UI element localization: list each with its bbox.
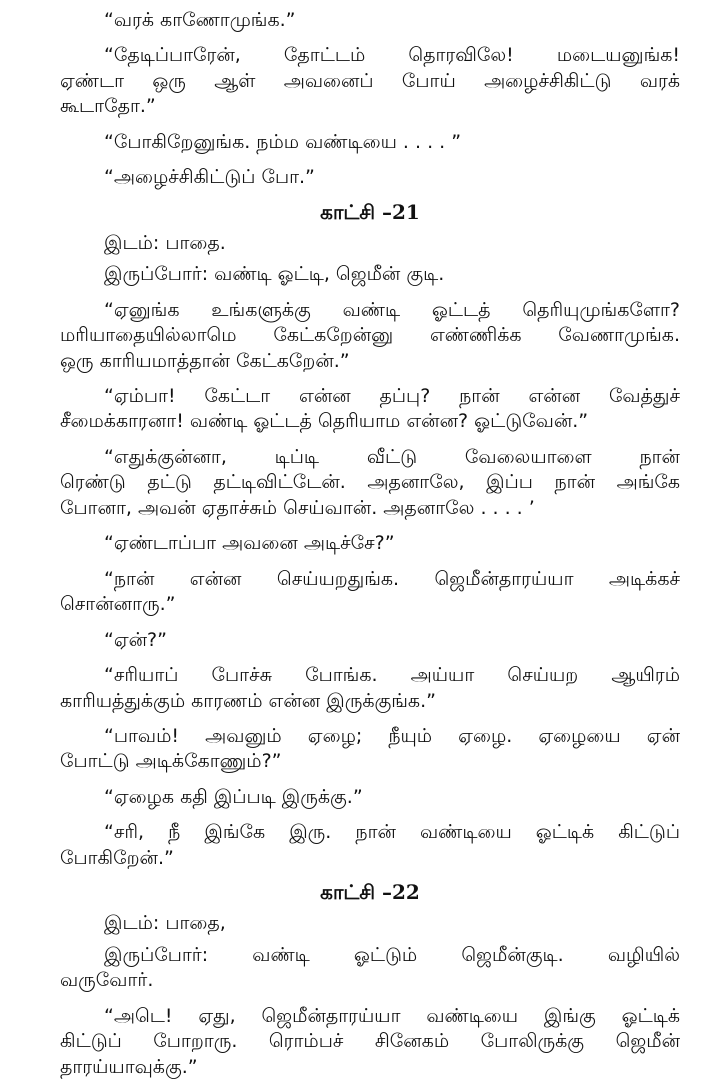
dialogue-line: “ஏழைக கதி இப்படி இருக்கு.” [104,785,363,808]
document-page [60,8,680,1078]
dialogue-line: “ஏம்பா! கேட்டா என்ன தப்பு? நான் என்ன வேத்துச் [104,384,680,407]
scene-heading-number: –22 [381,880,420,905]
dialogue-line: ரெண்டு தட்டு தட்டிவிட்டேன். அதனாலே, இப்ப நான் அங்கே [60,471,680,494]
dialogue-line: போட்டு அடிக்கோணும்?” [60,750,282,773]
scene-place: இடம்: பாதை. [104,231,226,254]
dialogue-line: சீமைக்காரனா! வண்டி ஓட்டத் தெரியாம என்ன? ஓட்டுவேன்.” [60,410,589,433]
dialogue-line: போகிறேன்.” [60,846,174,869]
dialogue-line: ஏண்டா ஒரு ஆள் அவனைப் போய் அழைச்சிகிட்டு வரக் [60,69,680,92]
scene-heading [60,199,680,225]
dialogue-line: மரியாதையில்லாமெ கேட்கறேன்னு எண்ணிக்க வேணாமுங்க. [60,324,680,347]
dialogue-line: “ஏண்டாப்பா அவனை அடிச்சே?” [104,532,395,555]
dialogue-line: “சரி, நீ இங்கே இரு. நான் வண்டியை ஓட்டிக் கிட்டுப் [104,821,680,844]
dialogue-line: ஒரு காரியமாத்தான் கேட்கறேன்.” [60,349,350,372]
dialogue-line: தாரய்யாவுக்கு.” [60,1055,198,1078]
dialogue-line: கூடாதோ.” [60,95,156,118]
dialogue-line: “எதுக்குன்னா, டிப்டி வீட்டு வேலையாளை நான் [104,445,680,468]
scene-place: இடம்: பாதை, [104,912,226,935]
dialogue-line: “ஏன்?” [104,628,167,651]
scene-heading [60,879,680,905]
scene-heading-number: –21 [381,199,420,224]
dialogue-line: “நான் என்ன செய்யறதுங்க. ஜெமீன்தாரய்யா அடிக்கச் [104,567,680,590]
dialogue-line: காரியத்துக்கும் காரணம் என்ன இருக்குங்க.” [60,689,436,712]
dialogue-line: “போகிறேனுங்க. நம்ம வண்டியை . . . . ” [104,130,462,153]
dialogue-line: “வரக் காணோமுங்க.” [104,9,296,31]
scene-heading-label: காட்சி [320,199,375,224]
scene-cast: இருப்போர்: வண்டி ஓட்டும் ஜெமீன்குடி. வழியில் [104,943,680,966]
scene-cast-continued: வருவோர். [60,969,154,992]
dialogue-line: “தேடிப்பாரேன், தோட்டம் தொரவிலே! மடையனுங்க! [104,44,680,67]
dialogue-line: “சரியாப் போச்சு போங்க. அய்யா செய்யற ஆயிரம் [104,664,680,687]
dialogue-line: “அழைச்சிகிட்டுப் போ.” [104,166,315,189]
dialogue-line: “ஏனுங்க உங்களுக்கு வண்டி ஓட்டத் தெரியுமுங்களோ? [104,298,680,321]
dialogue-line: “அடெ! ஏது, ஜெமீன்தாரய்யா வண்டியை இங்கு ஓட்டிக் [104,1004,680,1027]
dialogue-line: கிட்டுப் போறாரு. ரொம்பச் சினேகம் போலிருக்கு ஜெமீன் [60,1030,680,1053]
scene-cast: இருப்போர்: வண்டி ஓட்டி, ஜெமீன் குடி. [104,263,445,286]
scene-heading-label: காட்சி [320,880,375,905]
dialogue-line: சொன்னாரு.” [60,593,176,616]
dialogue-line: “பாவம்! அவனும் ஏழை; நீயும் ஏழை. ஏழையை ஏன் [104,724,680,747]
dialogue-line: போனா, அவன் ஏதாச்சும் செய்வான். அதனாலே . . . . ’ [60,496,535,519]
